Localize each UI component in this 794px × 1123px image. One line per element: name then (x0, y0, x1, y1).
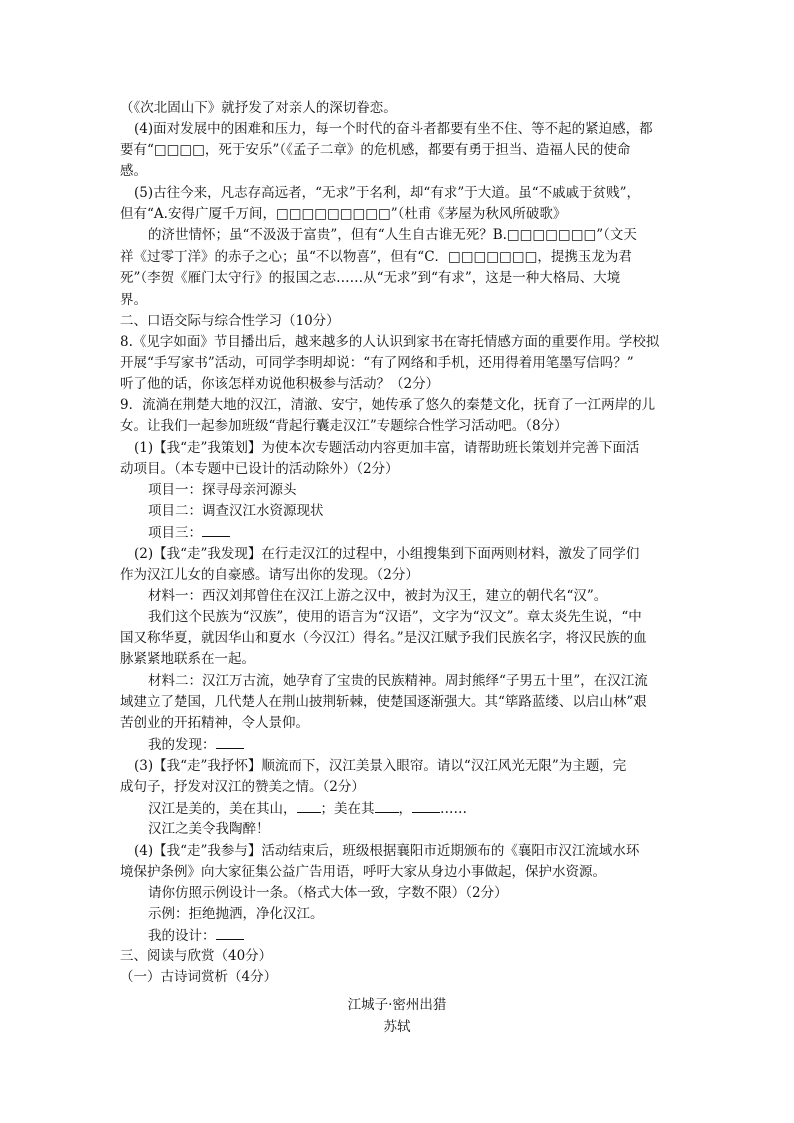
text-label: 我的发现： (148, 737, 216, 753)
text-line: 项目一：探寻母亲河源头 (148, 482, 297, 498)
text-line: (1)【我“走”我策划】为使本次专题活动内容更加丰富，请帮助班长策划并完善下面活 (134, 440, 640, 456)
text-line: 项目二：调查汉江水资源现状 (148, 503, 324, 519)
answer-blank[interactable] (375, 798, 399, 813)
answer-blank[interactable] (412, 798, 440, 813)
text-label: 项目三： (148, 525, 202, 541)
text-line: 要有“□□□□，死于安乐”（《孟子二章》的危机感，都要有勇于担当、造福人民的使命 (120, 142, 631, 158)
text-line: (4)面对发展中的困难和压力，每一个时代的奋斗者都要有坐不住、等不起的紧迫感，都 (134, 121, 653, 137)
text-line: 女。让我们一起参加班级“背起行囊走汉江”专题综合性学习活动吧。（8分） (120, 418, 568, 434)
text-line: (4)【我“走”我参与】活动结束后，班级根据襄阳市近期颁布的《襄阳市汉江流域水环 (134, 843, 640, 859)
text-line: 死”（李贺《雁门太守行》的报国之志……从“无求”到“有求”，这是一种大格局、大境 (120, 270, 621, 286)
answer-line (148, 734, 244, 754)
text-line: 界。 (120, 292, 147, 308)
text-line: 脉紧紧地联系在一起。 (120, 651, 255, 667)
answer-blank[interactable] (297, 798, 321, 813)
text-line: 域建立了楚国，几代楚人在荆山披荆斩棘，使楚国逐渐强大。其“筚路蓝缕、以启山林”艰 (120, 694, 647, 710)
answer-blank[interactable] (216, 925, 244, 940)
text-line: 境保护条例》向大家征集公益广告用语，呼吁大家从身边小事做起，保护水资源。 (120, 864, 606, 880)
answer-blank[interactable] (202, 522, 230, 537)
text-line: 材料二：汉江万古流，她孕育了宝贵的民族精神。周封熊绎“子男五十里”，在汉江流 (148, 673, 648, 689)
text-line: 动项目。（本专题中已设计的活动除外）（2分） (120, 461, 399, 477)
text-line: (3)【我“走”我抒怀】顺流而下，汉江美景入眼帘。请以“汉江风光无限”为主题，完 (134, 758, 627, 774)
section-heading: 三、阅读与欣赏（40分） (120, 948, 273, 964)
text-line: 作为汉江儿女的自豪感。请写出你的发现。（2分） (120, 567, 419, 583)
text-line: (2)【我“走”我发现】在行走汉江的过程中，小组搜集到下面两则材料，激发了同学们 (134, 546, 640, 562)
poem-author: 苏轼 (383, 1019, 411, 1035)
answer-line (148, 522, 230, 542)
answer-line (148, 925, 244, 945)
answer-blank[interactable] (216, 734, 244, 749)
subsection-heading: （一）古诗词赏析（4分） (120, 969, 278, 985)
text-line: (5)古往今来，凡志存高远者，“无求”于名利，却“有求”于大道。虽“不戚戚于贫贱”， (134, 185, 641, 201)
answer-line (148, 798, 467, 818)
text-line: 成句子，抒发对汉江的赞美之情。（2分） (120, 779, 365, 795)
text-line: 9．流淌在荆楚大地的汉江，清澈、安宁，她传承了悠久的秦楚文化，抚育了一江两岸的儿 (120, 397, 656, 413)
text-line: 示例：拒绝抛洒，净化汉江。 (148, 906, 324, 922)
text-line: 苦创业的开拓精神，令人景仰。 (120, 715, 309, 731)
text-line: 的济世情怀；虽“不汲汲于富贵”，但有“人生自古谁无死？B.□□□□□□□”（文天 (148, 227, 637, 243)
text-line: 开展“手写家书”活动，可同学李明却说：“有了网络和手机，还用得着用笔墨写信吗？” (120, 355, 634, 371)
section-heading: 二、口语交际与综合性学习（10分） (120, 313, 340, 329)
text-line: 但有“A.安得广厦千万间，□□□□□□□□□”（杜甫《茅屋为秋风所破歌》 (120, 206, 567, 222)
text-line: 听了他的话，你该怎样劝说他积极参与活动？（2分） (120, 376, 440, 392)
text-line: 我们这个民族为“汉族”，使用的语言为“汉语”，文字为“汉文”。章太炎先生说，“中 (148, 609, 642, 625)
text-line: 国又称华夏，就因华山和夏水（今汉江）得名。”是汉江赋予我们民族名字，将汉民族的血 (120, 630, 647, 646)
text-line: 祥《过零丁洋》的赤子之心；虽“不以物喜”，但有“C．□□□□□□□，提携玉龙为君 (120, 249, 632, 265)
text-line: 8.《见字如面》节目播出后，越来越多的人认识到家书在寄托情感方面的重要作用。学校拟 (120, 334, 660, 350)
text-label: …… (440, 801, 467, 817)
text-line: （《次北固山下》就抒发了对亲人的深切眷恋。 (120, 100, 397, 116)
text-line: 请你仿照示例设计一条。（格式大体一致，字数不限）（2分） (148, 885, 508, 901)
text-line: 汉江之美令我陶醉！ (148, 821, 270, 837)
text-line: 感。 (120, 163, 147, 179)
text-label: ， (398, 801, 412, 817)
text-label: ；美在其 (320, 801, 375, 817)
text-line: 材料一：西汉刘邦曾住在汉江上游之汉中，被封为汉王，建立的朝代名“汉”。 (148, 588, 608, 604)
text-label: 我的设计： (148, 928, 216, 944)
poem-title: 江城子·密州出猎 (347, 997, 447, 1013)
text-label: 汉江是美的，美在其山， (148, 801, 297, 817)
